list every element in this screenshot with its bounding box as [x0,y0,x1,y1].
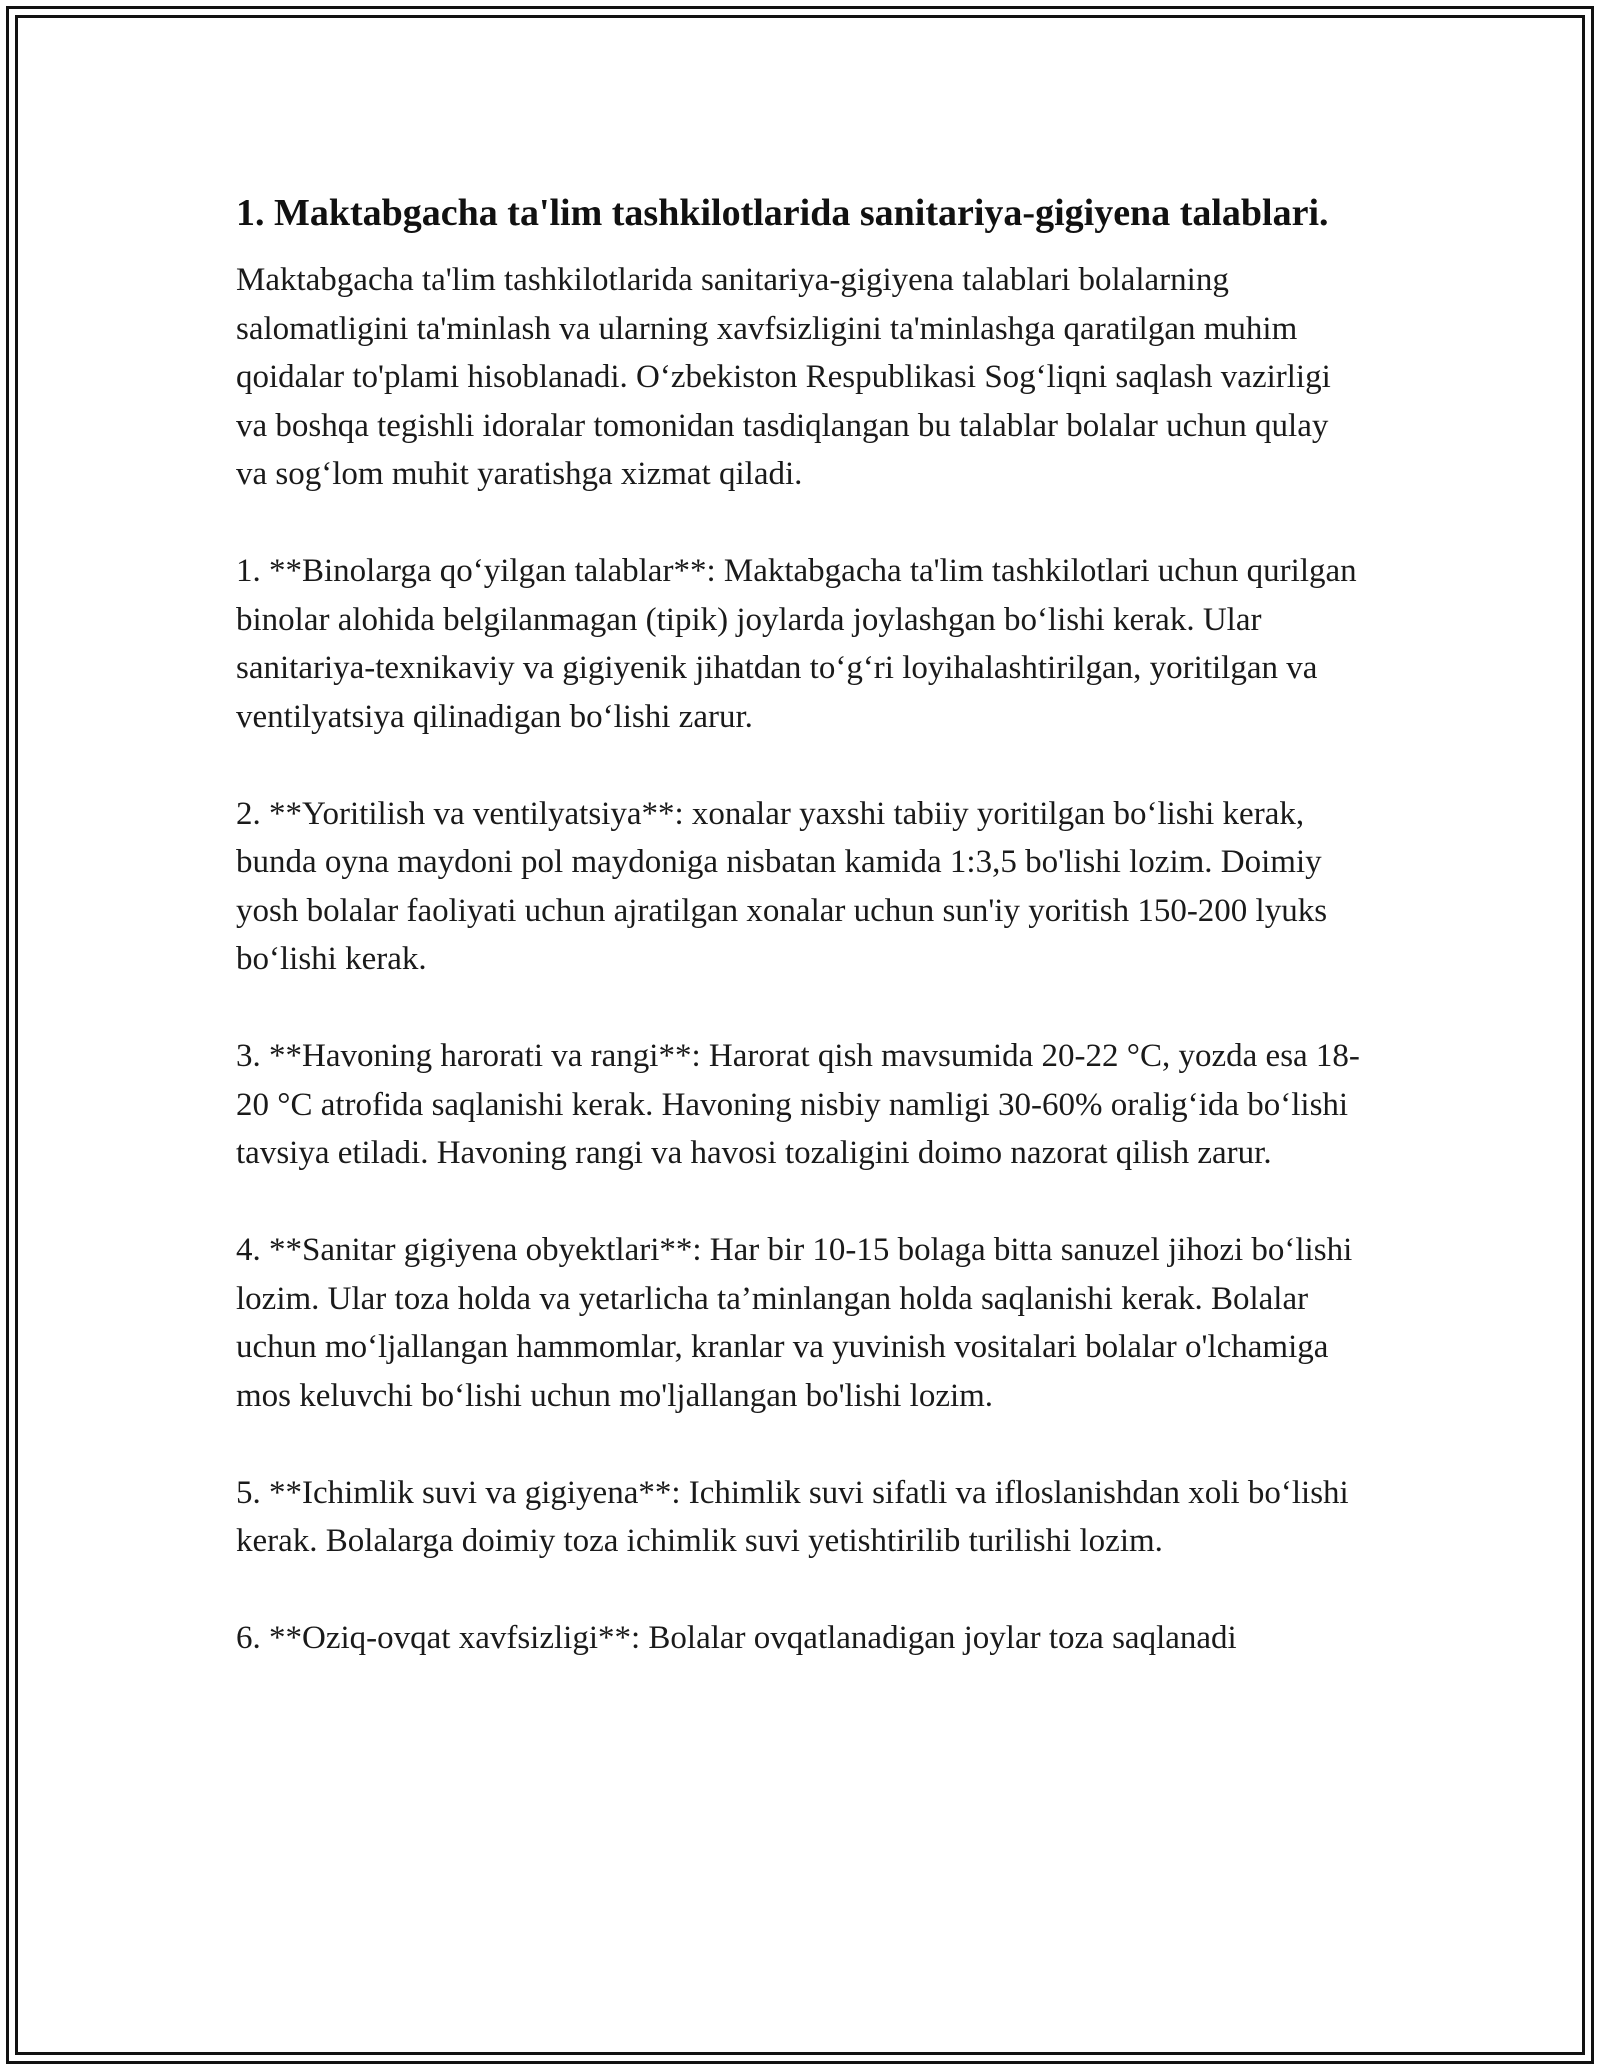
document-body [236,186,1366,1663]
requirement-item-1: 1. **Binolarga qo‘yilgan talablar**: Maktabgacha ta'lim tashkilotlari uchun qurilgan binolar alohida belgilanmagan (tipik) joylarda joylashgan bo‘lishi kerak. Ular sanitariya-texnikaviy va gigiyenik jihatdan to‘g‘ri loyihalashtirilgan, yoritilgan va ventilyatsiya qilinadigan bo‘lishi zarur. [236,553,1357,735]
intro-paragraph: Maktabgacha ta'lim tashkilotlarida sanitariya-gigiyena talablari bolalarning salomatligini ta'minlash va ularning xavfsizligini ta'minlashga qaratilgan muhim qoidalar to'plami hisoblanadi. O‘zbekiston Respublikasi Sog‘liqni saqlash vazirligi va boshqa tegishli idoralar tomonidan tasdiqlangan bu talablar bolalar uchun qulay va sog‘lom muhit yaratishga xizmat qiladi. [236,262,1331,492]
requirement-item-3: 3. **Havoning harorati va rangi**: Harorat qish mavsumida 20-22 °C, yozda esa 18-20 °C atrofida saqlanishi kerak. Havoning nisbiy namligi 30-60% oralig‘ida bo‘lishi tavsiya etiladi. Havoning rangi va havosi tozaligini doimo nazorat qilish zarur. [236,1038,1360,1171]
requirement-item-2: 2. **Yoritilish va ventilyatsiya**: xonalar yaxshi tabiiy yoritilgan bo‘lishi kerak, bunda oyna maydoni pol maydoniga nisbatan kamida 1:3,5 bo'lishi lozim. Doimiy yosh bolalar faoliyati uchun ajratilgan xonalar uchun sun'iy yoritish 150-200 lyuks bo‘lishi kerak. [236,795,1328,977]
requirement-item-6: 6. **Oziq-ovqat xavfsizligi**: Bolalar ovqatlanadigan joylar toza saqlanadi [236,1620,1237,1656]
document-title: 1. Maktabgacha ta'lim tashkilotlarida sanitariya-gigiyena talablari. [236,192,1329,234]
requirement-item-5: 5. **Ichimlik suvi va gigiyena**: Ichimlik suvi sifatli va ifloslanishdan xoli bo‘lishi kerak. Bolalarga doimiy toza ichimlik suvi yetishtirilib turilishi lozim. [236,1474,1349,1559]
requirement-item-4: 4. **Sanitar gigiyena obyektlari**: Har bir 10-15 bolaga bitta sanuzel jihozi bo‘lishi lozim. Ular toza holda va yetarlicha ta’minlangan holda saqlanishi kerak. Bolalar uchun mo‘ljallangan hammomlar, kranlar va yuvinish vositalari bolalar o'lchamiga mos keluvchi bo‘lishi uchun mo'ljallangan bo'lishi lozim. [236,1232,1353,1414]
